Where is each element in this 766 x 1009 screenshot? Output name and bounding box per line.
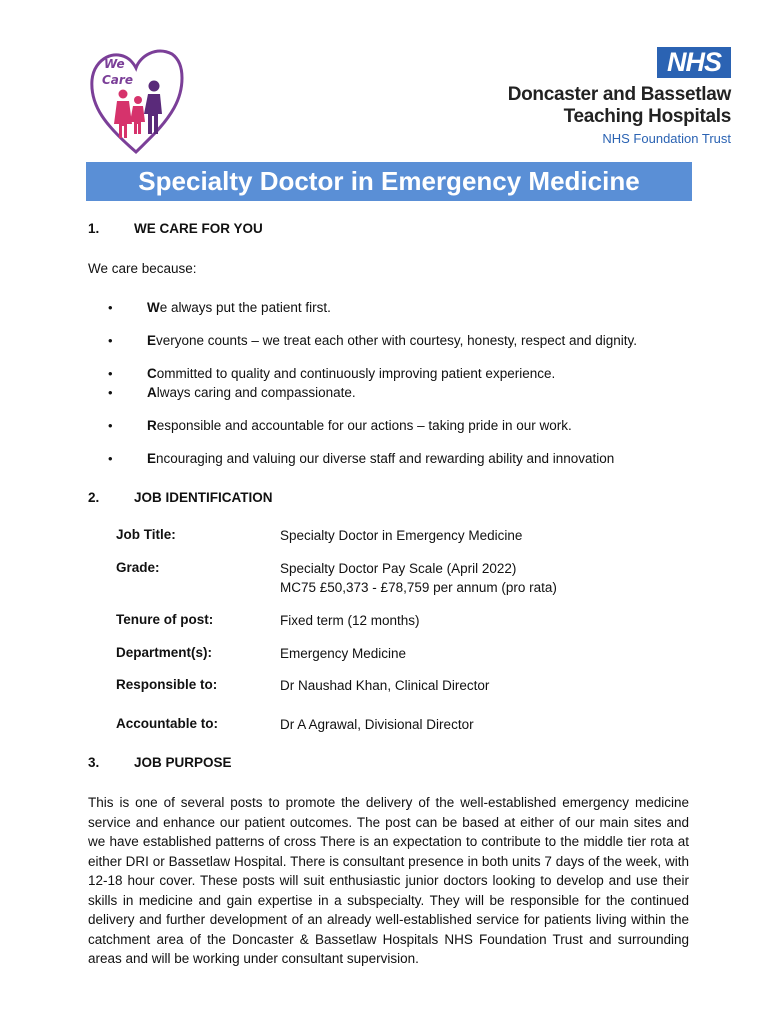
list-item: Always caring and compassionate. [147, 385, 356, 400]
bullet-icon: • [108, 333, 113, 348]
section3-number: 3. [88, 755, 100, 770]
list-item: Responsible and accountable for our actions – taking pride in our work. [147, 418, 572, 433]
grade-label: Grade: [116, 560, 160, 575]
responsible-to-value: Dr Naushad Khan, Clinical Director [280, 678, 490, 693]
we-care-logo [86, 44, 186, 156]
trust-name-line3: NHS Foundation Trust [602, 131, 731, 146]
department-value: Emergency Medicine [280, 646, 407, 661]
svg-text:We: We [104, 57, 125, 71]
bullet-icon: • [108, 451, 113, 466]
accountable-to-label: Accountable to: [116, 716, 219, 731]
list-item: Committed to quality and continuously improving patient experience. [147, 366, 556, 381]
tenure-value: Fixed term (12 months) [280, 613, 420, 628]
list-item: Everyone counts – we treat each other with courtesy, honesty, respect and dignity. [147, 333, 638, 348]
bullet-icon: • [108, 366, 113, 381]
section3-heading: JOB PURPOSE [134, 755, 232, 770]
tenure-label: Tenure of post: [116, 612, 214, 627]
trust-name-line2: Teaching Hospitals [563, 106, 731, 127]
bullet-icon: • [108, 418, 113, 433]
section1-intro: We care because: [88, 261, 197, 276]
section2-number: 2. [88, 490, 100, 505]
nhs-badge: NHS [657, 47, 731, 78]
section1-number: 1. [88, 221, 100, 236]
department-label: Department(s): [116, 645, 213, 660]
trust-name-line1: Doncaster and Bassetlaw [507, 84, 731, 105]
list-item: We always put the patient first. [147, 300, 331, 315]
grade-value: Specialty Doctor Pay Scale (April 2022) [280, 561, 517, 576]
heart-logo-icon [86, 44, 186, 156]
section1-heading: WE CARE FOR YOU [134, 221, 263, 236]
list-item: Encouraging and valuing our diverse staff and rewarding ability and innovation [147, 451, 615, 466]
accountable-to-value: Dr A Agrawal, Divisional Director [280, 717, 474, 732]
job-purpose-paragraph: This is one of several posts to promote the delivery of the well-established emergency medicine service and enhance our patient outcomes. The post can be based at either of our main sites and we have established patterns of cross There is an expectation to contribute to the middle tier rota at either DRI or Bassetlaw Hospital. There is consultant presence in both units 7 days of the week, with 12-18 hour cover. These posts will suit enthusiastic junior doctors looking to develop and use their skills in medicine and gain expertise in a subspecialty. They will be responsible for the continued delivery and further development of an already well-established service for patients living within the catchment area of the Doncaster & Bassetlaw Hospitals NHS Foundation Trust and surrounding areas and will be working under consultant supervision. [88, 795, 689, 966]
section2-heading: JOB IDENTIFICATION [134, 490, 273, 505]
job-title-label: Job Title: [116, 527, 176, 542]
bullet-icon: • [108, 300, 113, 315]
responsible-to-label: Responsible to: [116, 677, 218, 692]
bullet-icon: • [108, 385, 113, 400]
job-title-value: Specialty Doctor in Emergency Medicine [280, 528, 523, 543]
svg-text:Care: Care [102, 73, 133, 87]
grade-salary-value: MC75 £50,373 - £78,759 per annum (pro rata) [280, 580, 557, 595]
page-title: Specialty Doctor in Emergency Medicine [86, 162, 692, 201]
